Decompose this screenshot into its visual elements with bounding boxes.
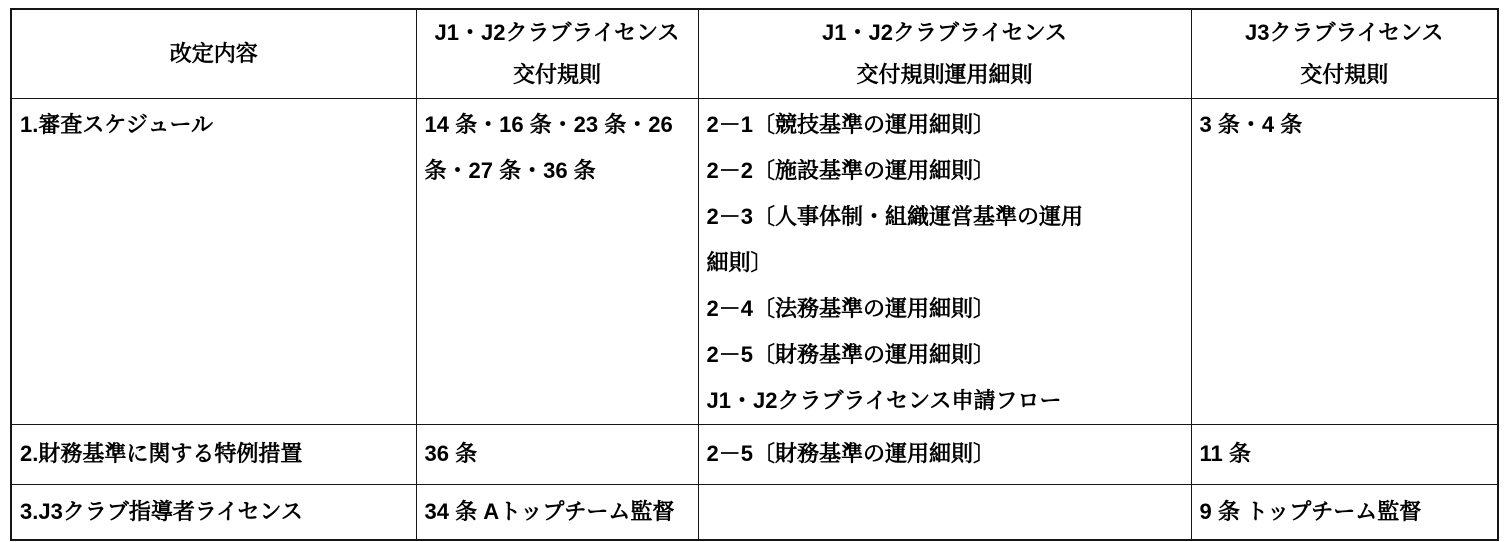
cell-text: 11 条 — [1199, 441, 1251, 466]
table-row-review-schedule — [11, 98, 1498, 424]
document-page — [10, 8, 1499, 541]
header-line: 交付規則 — [1300, 61, 1389, 87]
detail-rule-entry: 2－5〔財務基準の運用細則〕 — [706, 341, 995, 367]
cell-j1j2-detail-rules — [698, 98, 1191, 424]
header-line: 交付規則運用細則 — [856, 61, 1033, 87]
cell-j1j2-rules-articles — [416, 98, 698, 424]
cell-text: 9 条 トップチーム監督 — [1199, 498, 1422, 524]
revision-articles-table — [10, 8, 1499, 541]
cell-revision-content — [11, 484, 416, 540]
header-cell-revision-content — [11, 9, 416, 98]
cell-revision-content — [11, 98, 416, 424]
header-cell-j3-license-rules — [1191, 9, 1498, 98]
cell-j1j2-detail-rules — [698, 424, 1191, 484]
table-row-financial-special-measures — [11, 424, 1498, 484]
header-line: 改定内容 — [169, 40, 258, 66]
cell-j1j2-rules-articles — [416, 424, 698, 484]
detail-rule-entry: J1・J2クラブライセンス申請フロー — [706, 387, 1062, 413]
cell-text: 14 条・16 条・23 条・26 条・27 条・36 条 — [424, 111, 673, 183]
header-cell-j1j2-license-rules — [416, 9, 698, 98]
detail-rule-entry: 2－5〔財務基準の運用細則〕 — [706, 441, 995, 466]
header-line: J1・J2クラブライセンス — [822, 19, 1067, 45]
header-line: J3クラブライセンス — [1245, 19, 1444, 45]
cell-j1j2-detail-rules-empty — [698, 484, 1191, 540]
header-line: 交付規則 — [512, 61, 601, 87]
detail-rule-entry: 2－1〔競技基準の運用細則〕 — [706, 111, 995, 137]
cell-text: 36 条 — [424, 441, 478, 466]
cell-j1j2-rules-articles — [416, 484, 698, 540]
cell-text: 34 条 Aトップチーム監督 — [424, 498, 675, 524]
cell-text: 2.財務基準に関する特例措置 — [20, 441, 303, 466]
cell-j3-rules-articles — [1191, 484, 1498, 540]
header-cell-j1j2-license-detail-rules — [698, 9, 1191, 98]
cell-text: 3 条・4 条 — [1199, 111, 1303, 137]
cell-text: 3.J3クラブ指導者ライセンス — [20, 498, 303, 524]
detail-rule-entry: 2－3〔人事体制・組織運営基準の運用細則〕 — [706, 203, 1083, 275]
header-line: J1・J2クラブライセンス — [434, 19, 680, 45]
cell-revision-content — [11, 424, 416, 484]
cell-text: 1.審査スケジュール — [20, 111, 214, 137]
cell-j3-rules-articles — [1191, 98, 1498, 424]
cell-j3-rules-articles — [1191, 424, 1498, 484]
table-row-j3-coach-license — [11, 484, 1498, 540]
table-header-row — [11, 9, 1498, 98]
detail-rule-entry: 2－2〔施設基準の運用細則〕 — [706, 157, 995, 183]
detail-rule-entry: 2－4〔法務基準の運用細則〕 — [706, 295, 995, 321]
